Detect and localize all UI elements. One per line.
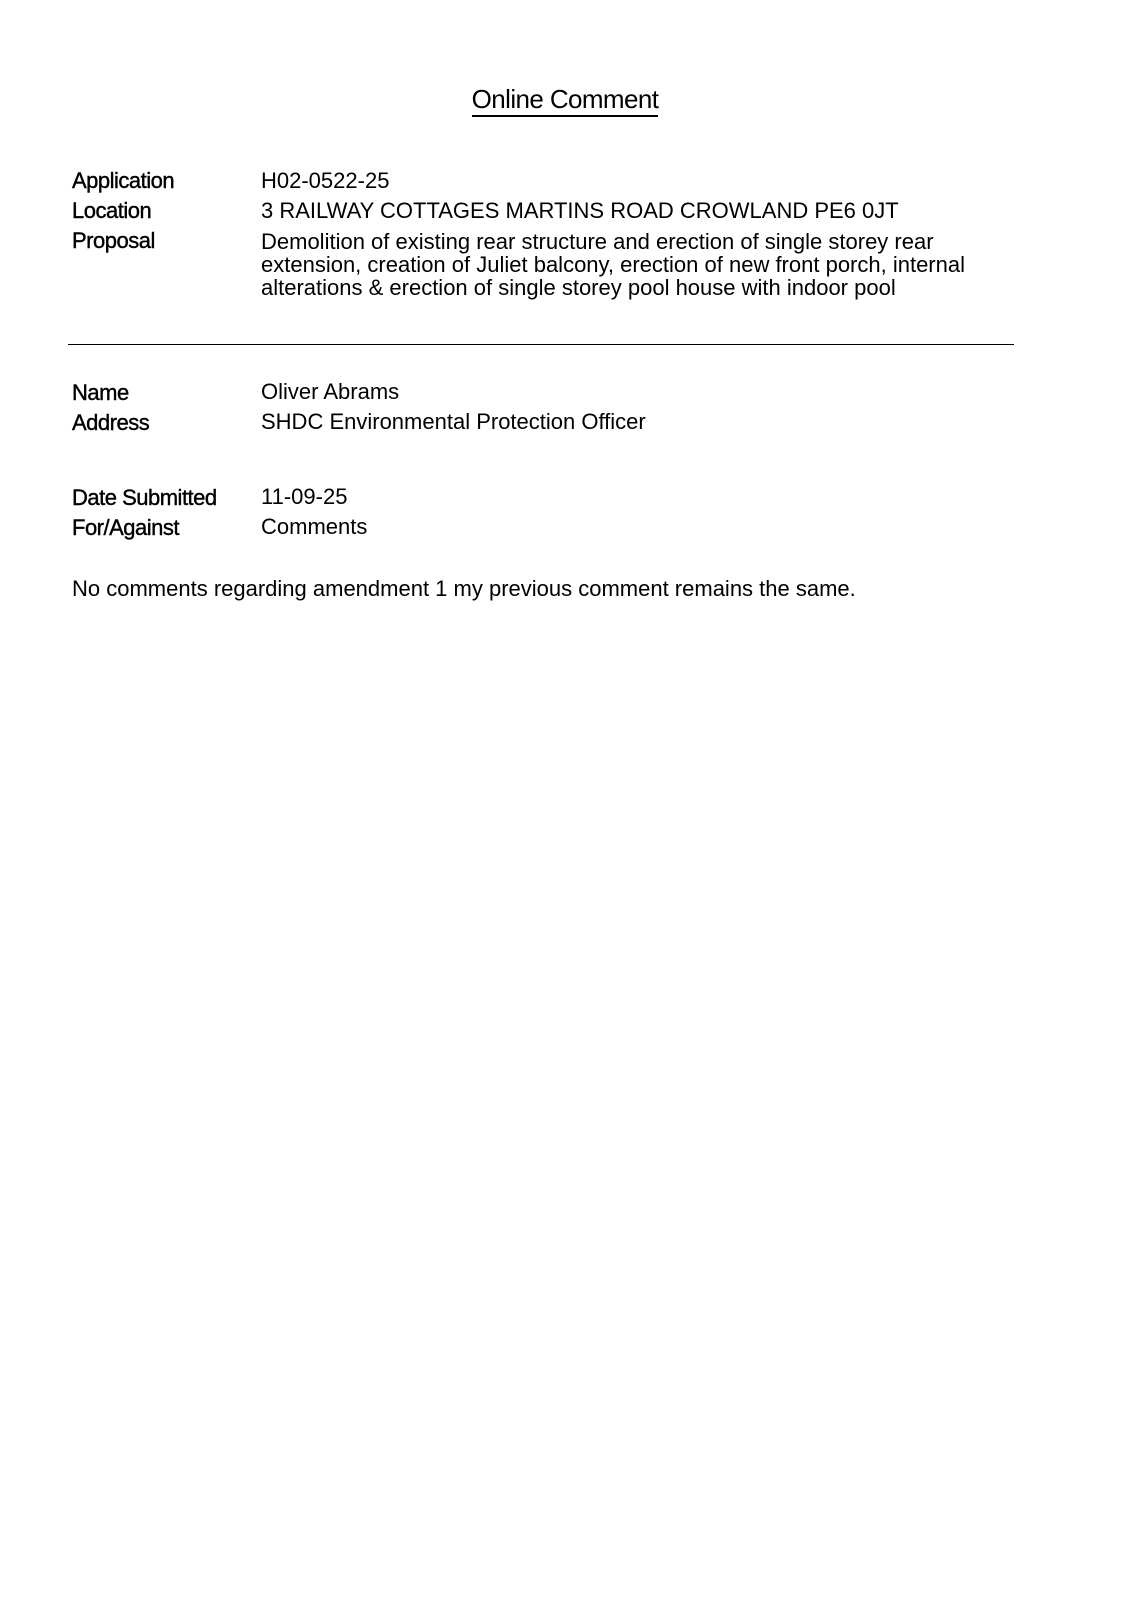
address-label: Address <box>72 410 150 435</box>
date-submitted-value: 11-09-25 <box>261 484 348 509</box>
name-value: Oliver Abrams <box>261 379 400 404</box>
comment-text: No comments regarding amendment 1 my previous comment remains the same. <box>72 576 856 601</box>
proposal-line: extension, creation of Juliet balcony, erection of new front porch, internal <box>261 252 965 277</box>
date-submitted-label: Date Submitted <box>72 485 217 510</box>
for-against-label: For/Against <box>72 515 179 540</box>
for-against-value: Comments <box>261 514 368 539</box>
proposal-line: alterations & erection of single storey pool house with indoor pool <box>261 275 896 300</box>
proposal-value <box>261 230 1021 299</box>
application-reference: H02-0522-25 <box>261 168 390 193</box>
section-divider <box>68 344 1014 345</box>
proposal-label: Proposal <box>72 228 155 253</box>
name-label: Name <box>72 380 129 405</box>
address-value: SHDC Environmental Protection Officer <box>261 409 646 434</box>
application-label: Application <box>72 168 175 193</box>
location-label: Location <box>72 198 152 223</box>
location-value: 3 RAILWAY COTTAGES MARTINS ROAD CROWLAND PE6 0JT <box>261 198 899 223</box>
page-title-text: Online Comment <box>472 84 659 117</box>
proposal-line: Demolition of existing rear structure and erection of single storey rear <box>261 229 934 254</box>
page-title <box>0 84 1130 115</box>
